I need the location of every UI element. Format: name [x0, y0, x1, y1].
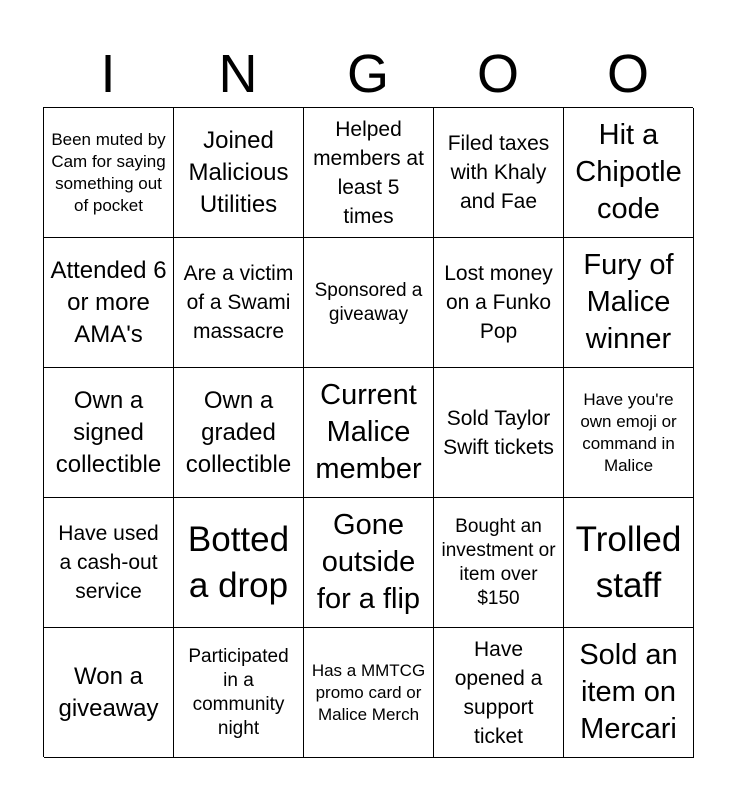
header-letter-2: N: [218, 44, 258, 104]
cell-text: Helped members at least 5 times: [313, 117, 424, 228]
cell-text: Sponsored a giveaway: [314, 279, 423, 325]
cell-text: Fury of Malice winner: [583, 249, 674, 355]
cell-text: Attended 6 or more AMA's: [50, 256, 167, 348]
bingo-cell[interactable]: [174, 498, 304, 628]
cell-text: Sold Taylor Swift tickets: [443, 406, 554, 459]
bingo-cell[interactable]: [304, 238, 434, 368]
cell-text: Joined Malicious Utilities: [188, 126, 289, 218]
cell-text: Hit a Chipotle code: [575, 119, 682, 225]
cell-text: Bought an investment or item over $150: [441, 515, 556, 609]
header-letter-4: O: [476, 44, 519, 104]
bingo-cell[interactable]: [44, 368, 174, 498]
bingo-cell[interactable]: [564, 368, 694, 498]
bingo-cell[interactable]: [174, 238, 304, 368]
cell-text: Have opened a support ticket: [454, 637, 543, 748]
cell-text: Trolled staff: [575, 519, 682, 605]
bingo-cell[interactable]: [304, 628, 434, 758]
bingo-cell[interactable]: [564, 628, 694, 758]
cell-text: Gone outside for a flip: [316, 509, 421, 615]
bingo-cell[interactable]: [564, 498, 694, 628]
cell-text: Participated in a community night: [188, 645, 289, 739]
cell-text: Won a giveaway: [58, 662, 159, 722]
cell-text: Current Malice member: [315, 379, 422, 485]
bingo-cell[interactable]: [174, 628, 304, 758]
bingo-header: [43, 42, 693, 106]
cell-text: Have used a cash-out service: [58, 522, 159, 603]
bingo-cell[interactable]: [304, 368, 434, 498]
header-letter-5: O: [606, 44, 649, 104]
bingo-cell[interactable]: [564, 238, 694, 368]
header-letter-3: G: [346, 44, 389, 104]
cell-text: Has a MMTCG promo card or Malice Merch: [311, 660, 426, 724]
cell-text: Sold an item on Mercari: [579, 639, 678, 745]
bingo-cell[interactable]: [304, 108, 434, 238]
bingo-cell[interactable]: [174, 108, 304, 238]
header-letter-1: I: [100, 44, 116, 104]
bingo-cell[interactable]: [304, 498, 434, 628]
bingo-cell[interactable]: [44, 238, 174, 368]
bingo-cell[interactable]: [44, 498, 174, 628]
bingo-cell[interactable]: [564, 108, 694, 238]
bingo-cell[interactable]: [44, 108, 174, 238]
cell-text: Botted a drop: [187, 519, 290, 605]
cell-text: Own a graded collectible: [185, 386, 292, 478]
bingo-cell[interactable]: [434, 108, 564, 238]
bingo-cell[interactable]: [44, 628, 174, 758]
cell-text: Lost money on a Funko Pop: [444, 262, 553, 343]
cell-text: Filed taxes with Khaly and Fae: [447, 132, 550, 213]
bingo-cell[interactable]: [174, 368, 304, 498]
bingo-cell[interactable]: [434, 238, 564, 368]
bingo-cell[interactable]: [434, 628, 564, 758]
cell-text: Are a victim of a Swami massacre: [183, 262, 294, 343]
cell-text: Have you're own emoji or command in Malice: [580, 389, 677, 475]
bingo-cell[interactable]: [434, 498, 564, 628]
bingo-cell[interactable]: [434, 368, 564, 498]
bingo-grid: [43, 107, 693, 757]
cell-text: Been muted by Cam for saying something out of pocket: [51, 129, 166, 215]
cell-text: Own a signed collectible: [55, 386, 162, 478]
